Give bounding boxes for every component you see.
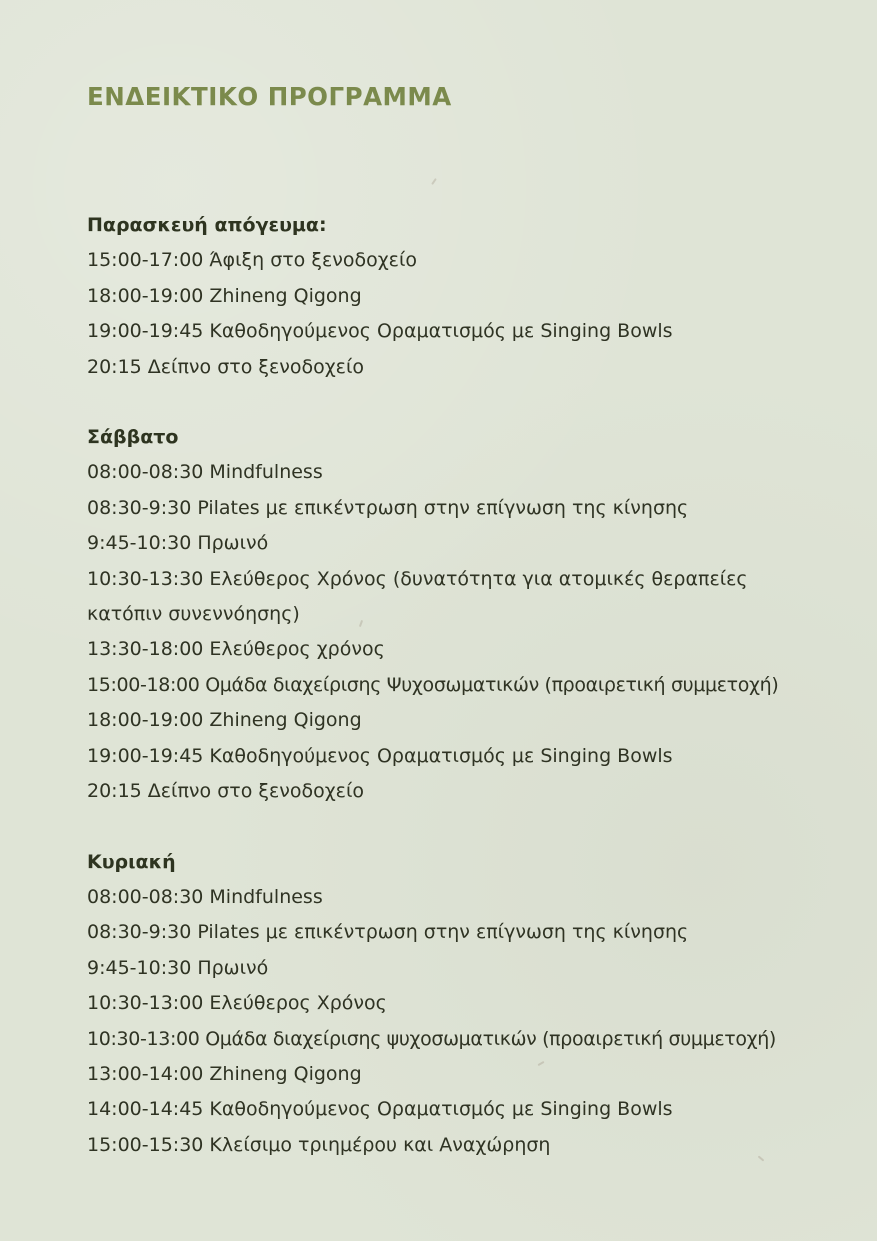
schedule-item: 9:45-10:30 Πρωινό <box>87 532 269 555</box>
schedule-item: 08:30-9:30 Pilates με επικέντρωση στην επίγνωση της κίνησης <box>87 921 689 944</box>
schedule-item: 15:00-15:30 Κλείσιμο τριημέρου και Αναχώρηση <box>87 1133 551 1156</box>
schedule-item: 08:30-9:30 Pilates με επικέντρωση στην επίγνωση της κίνησης <box>87 496 689 519</box>
section-heading: Παρασκευή απόγευμα: <box>87 214 327 236</box>
schedule-item: 19:00-19:45 Καθοδηγούμενος Οραματισμός με Singing Bowls <box>87 744 673 767</box>
schedule-item: 15:00-18:00 Ομάδα διαχείρισης Ψυχοσωματικών (προαιρετική συμμετοχή) <box>87 673 779 696</box>
schedule-item: 13:30-18:00 Ελεύθερος χρόνος <box>87 638 385 661</box>
schedule-item: 18:00-19:00 Zhineng Qigong <box>87 284 362 307</box>
schedule-item: 20:15 Δείπνο στο ξενοδοχείο <box>87 780 365 803</box>
page-title: ΕΝΔΕΙΚΤΙΚΟ ΠΡΟΓΡΑΜΜΑ <box>87 82 452 111</box>
schedule-item: 14:00-14:45 Καθοδηγούμενος Οραματισμός με Singing Bowls <box>87 1098 673 1121</box>
schedule-item: 18:00-19:00 Zhineng Qigong <box>87 709 362 732</box>
schedule-item: 15:00-17:00 Άφιξη στο ξενοδοχείο <box>87 249 417 272</box>
schedule-item: 20:15 Δείπνο στο ξενοδοχείο <box>87 355 365 378</box>
schedule-item: 9:45-10:30 Πρωινό <box>87 956 269 979</box>
section-sunday <box>87 845 847 1164</box>
schedule-item: 10:30-13:30 Ελεύθερος Χρόνος (δυνατότητα για ατομικές θεραπείες <box>87 567 748 590</box>
schedule-item: 13:00-14:00 Zhineng Qigong <box>87 1062 362 1085</box>
schedule-item: 08:00-08:30 Mindfulness <box>87 461 323 484</box>
section-heading: Κυριακή <box>87 850 176 873</box>
schedule-item: 10:30-13:00 Ελεύθερος Χρόνος <box>87 992 387 1015</box>
section-friday <box>87 208 847 385</box>
schedule-item-continuation: κατόπιν συνεννόησης) <box>87 603 300 626</box>
schedule-item: 10:30-13:00 Ομάδα διαχείρισης ψυχοσωματικών (προαιρετική συμμετοχή) <box>87 1027 776 1050</box>
program-document <box>87 80 847 1163</box>
schedule-item: 08:00-08:30 Mindfulness <box>87 885 323 908</box>
section-heading: Σάββατο <box>87 426 179 449</box>
schedule-item: 19:00-19:45 Καθοδηγούμενος Οραματισμός με Singing Bowls <box>87 320 673 343</box>
section-saturday <box>87 420 847 809</box>
